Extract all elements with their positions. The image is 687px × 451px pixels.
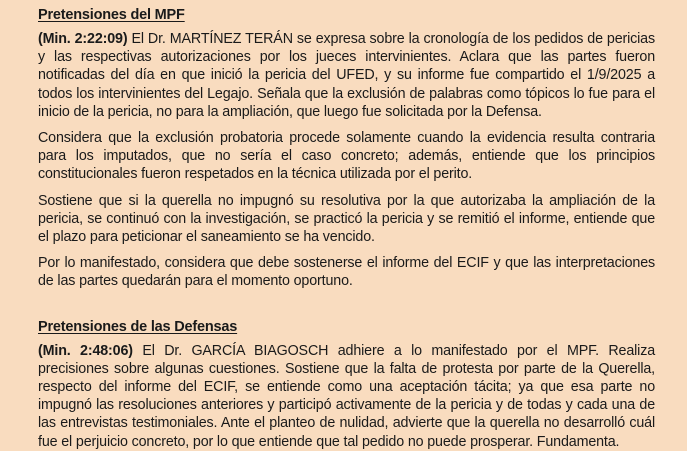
section-heading-defensas: Pretensiones de las Defensas xyxy=(38,318,238,335)
paragraph-mpf-1 xyxy=(38,30,655,121)
timestamp-mpf: (Min. 2:22:09) xyxy=(38,31,128,47)
section-defensas xyxy=(38,318,655,451)
section-mpf xyxy=(38,6,655,291)
section-heading-mpf: Pretensiones del MPF xyxy=(38,7,185,23)
paragraph-text: El Dr. GARCÍA BIAGOSCH adhiere a lo manifestado por el MPF. Realiza precisiones sobre algunas cuestiones. Sostiene que la falta de protesta por parte de la Querella, respecto del informe del ECIF, se entiende como una aceptación tácita; ya que esa parte no impugnó las resoluciones anteriores y participó activamente de la pericia y de todas y cada una de las entrevistas testimoniales. Ante el planteo de nulidad, advierte que la querella no desarrolló cuál fue el perjuicio concreto, por lo que entiende que tal pedido no puede prosperar. Fundamenta. xyxy=(38,342,655,450)
paragraph-mpf-2: Considera que la exclusión probatoria procede solamente cuando la evidencia resulta contraria para los imputados, que no sería el caso concreto; además, entiende que los principios constitucionales fueron respetados en la técnica utilizada por el perito. xyxy=(38,130,655,183)
timestamp-defensas: (Min. 2:48:06) xyxy=(38,342,133,359)
paragraph-mpf-3: Sostiene que si la querella no impugnó su resolutiva por la que autorizaba la ampliación de la pericia, se continuó con la investigación, se practicó la pericia y se remitió el informe, entiende que el plazo para peticionar el saneamiento se ha vencido. xyxy=(38,192,655,246)
paragraph-mpf-4: Por lo manifestado, considera que debe sostenerse el informe del ECIF y que las interpretaciones de las partes quedarán para el momento oportuno. xyxy=(38,255,655,290)
paragraph-defensas-1 xyxy=(38,342,655,451)
paragraph-text: El Dr. MARTÍNEZ TERÁN se expresa sobre la cronología de los pedidos de pericias y las respectivas autorizaciones por los jueces intervinientes. Aclara que las partes fueron notificadas del día en que inició la pericia del UFED, y su informe fue compartido el 1/9/2025 a todos los intervinientes del Legajo. Señala que la exclusión de palabras como tópicos lo fue para el inicio de la pericia, no para la ampliación, que luego fue solicitada por la Defensa. xyxy=(38,31,655,120)
